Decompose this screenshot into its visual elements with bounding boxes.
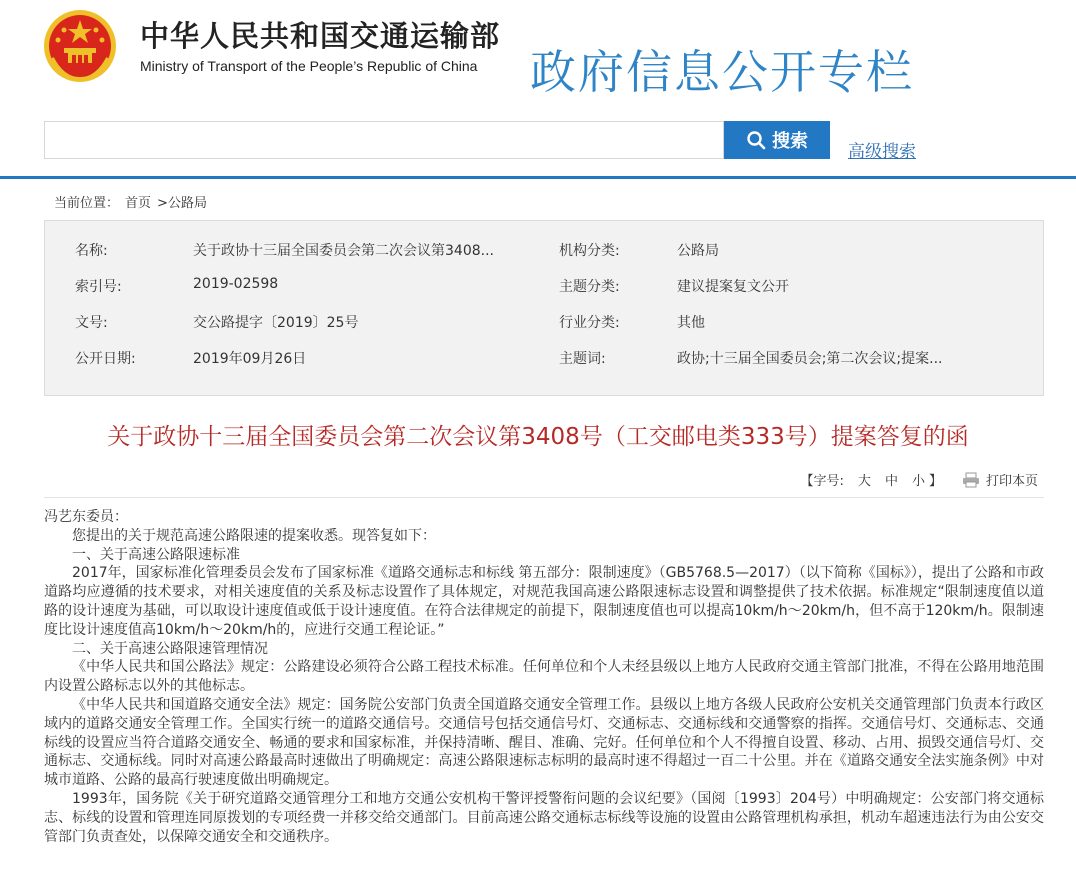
site-header [0, 0, 1076, 180]
search-icon [746, 130, 766, 150]
header-divider [0, 176, 1076, 179]
ministry-name-cn: 中华人民共和国交通运输部 [140, 19, 501, 53]
body-paragraph: 2017年，国家标准化管理委员会发布了国家标准《道路交通标志和标线 第五部分：限制速度》（GB5768.5—2017）（以下简称《国标》），提出了公路和市政道路均应遵循的技术要求，对相关速度值的关系及标志设置作了具体规定，对规范我国高速公路限速标志设置和调整提供了技术依据。标准规定“限制速度值以道路的设计速度为基础，可以取设计速度值或低于设计速度值。在符合法律规定的前提下，限制速度值也可以提高10km/h～20km/h，但不高于120km/h。限制速度比设计速度值高10km/h～20km/h的，应进行交通工程论证。” [44, 565, 1044, 638]
ministry-name-en: Ministry of Transport of the People’s Republic of China [140, 58, 478, 74]
tools-divider [44, 497, 1044, 498]
salutation: 冯艺东委员： [44, 509, 128, 525]
meta-docno-value: 交公路提字〔2019〕25号 [193, 315, 359, 331]
meta-org-value: 公路局 [677, 243, 719, 259]
meta-industry-label: 行业分类: [559, 315, 620, 331]
body-paragraph: 1993年，国务院《关于研究道路交通管理分工和地方交通公安机构干警评授警衔问题的会议纪要》（国阅〔1993〕204号）中明确规定：公安部门将交通标志、标线的设置和管理连同原拨划的专项经费一并移交给交通部门。目前高速公路交通标志标线等设施的设置由公路管理机构承担，机动车超速违法行为由公安交管部门负责查处，以保障交通安全和交通秩序。 [44, 790, 1044, 845]
font-size-label: 【字号: [800, 474, 844, 489]
meta-keywords-value: 政协;十三届全国委员会;第二次会议;提案... [677, 351, 943, 367]
meta-org-label: 机构分类: [559, 243, 620, 259]
font-size-small-button[interactable]: 小 [911, 474, 925, 489]
section-heading: 二、关于高速公路限速管理情况 [72, 640, 268, 657]
document-title: 关于政协十三届全国委员会第二次会议第3408号（工交邮电类333号）提案答复的函 [107, 424, 969, 450]
breadcrumb-separator: >公路局 [157, 196, 207, 211]
meta-name-label: 名称: [75, 243, 108, 259]
section-heading: 一、关于高速公路限速标准 [72, 546, 240, 563]
column-title: 政府信息公开专栏 [530, 45, 914, 99]
print-page-button[interactable] [962, 470, 1038, 489]
font-size-medium-button[interactable]: 中 [884, 474, 898, 489]
meta-index-value: 2019-02598 [193, 276, 279, 292]
breadcrumb-home-link[interactable]: 首页 [125, 196, 152, 211]
search-button-label: 搜索 [772, 131, 808, 151]
advanced-search-link[interactable]: 高级搜索 [848, 142, 916, 162]
font-size-close: 】 [928, 474, 942, 489]
meta-index-label: 索引号: [75, 279, 122, 295]
font-size-large-button[interactable]: 大 [857, 474, 871, 489]
breadcrumb-current-link[interactable]: 公路局 [167, 196, 207, 211]
national-emblem-icon [42, 8, 118, 84]
page-tools [801, 470, 1038, 489]
search-input[interactable] [44, 121, 724, 159]
printer-icon [962, 472, 980, 488]
breadcrumb-prefix: 当前位置： [54, 196, 120, 211]
body-paragraph: 《中华人民共和国道路交通安全法》规定：国务院公安部门负责全国道路交通安全管理工作。县级以上地方各级人民政府公安机关交通管理部门负责本行政区域内的道路交通安全管理工作。全国实行统一的道路交通信号。交通信号包括交通信号灯、交通标志、交通标线和交通警察的指挥。交通信号灯、交通标志、交通标线的设置应当符合道路交通安全、畅通的要求和国家标准，并保持清晰、醒目、准确、完好。任何单位和个人不得擅自设置、移动、占用、损毁交通信号灯、交通标志、交通标线。同时对高速公路最高时速做出了明确规定：高速公路限速标志标明的最高时速不得超过一百二十公里。并在《道路交通安全法实施条例》中对城市道路、公路的最高行驶速度做出明确规定。 [44, 696, 1044, 789]
meta-topic-value: 建议提案复文公开 [677, 279, 789, 295]
meta-keywords-label: 主题词: [559, 351, 606, 367]
print-page-label: 打印本页 [985, 474, 1038, 489]
meta-name-value: 关于政协十三届全国委员会第二次会议第3408... [193, 243, 494, 259]
body-paragraph: 《中华人民共和国公路法》规定：公路建设必须符合公路工程技术标准。任何单位和个人未经县级以上地方人民政府交通主管部门批准，不得在公路用地范围内设置公路标志以外的其他标志。 [44, 659, 1044, 695]
meta-topic-label: 主题分类: [559, 279, 620, 295]
document-body [44, 508, 1044, 846]
meta-date-label: 公开日期: [75, 351, 136, 367]
body-paragraph: 您提出的关于规范高速公路限速的提案收悉。现答复如下： [72, 527, 436, 544]
breadcrumb [54, 192, 207, 211]
search-button[interactable] [724, 121, 830, 159]
meta-docno-label: 文号: [75, 315, 108, 331]
meta-industry-value: 其他 [677, 315, 705, 331]
document-metadata-panel [44, 220, 1044, 396]
meta-date-value: 2019年09月26日 [193, 351, 307, 367]
